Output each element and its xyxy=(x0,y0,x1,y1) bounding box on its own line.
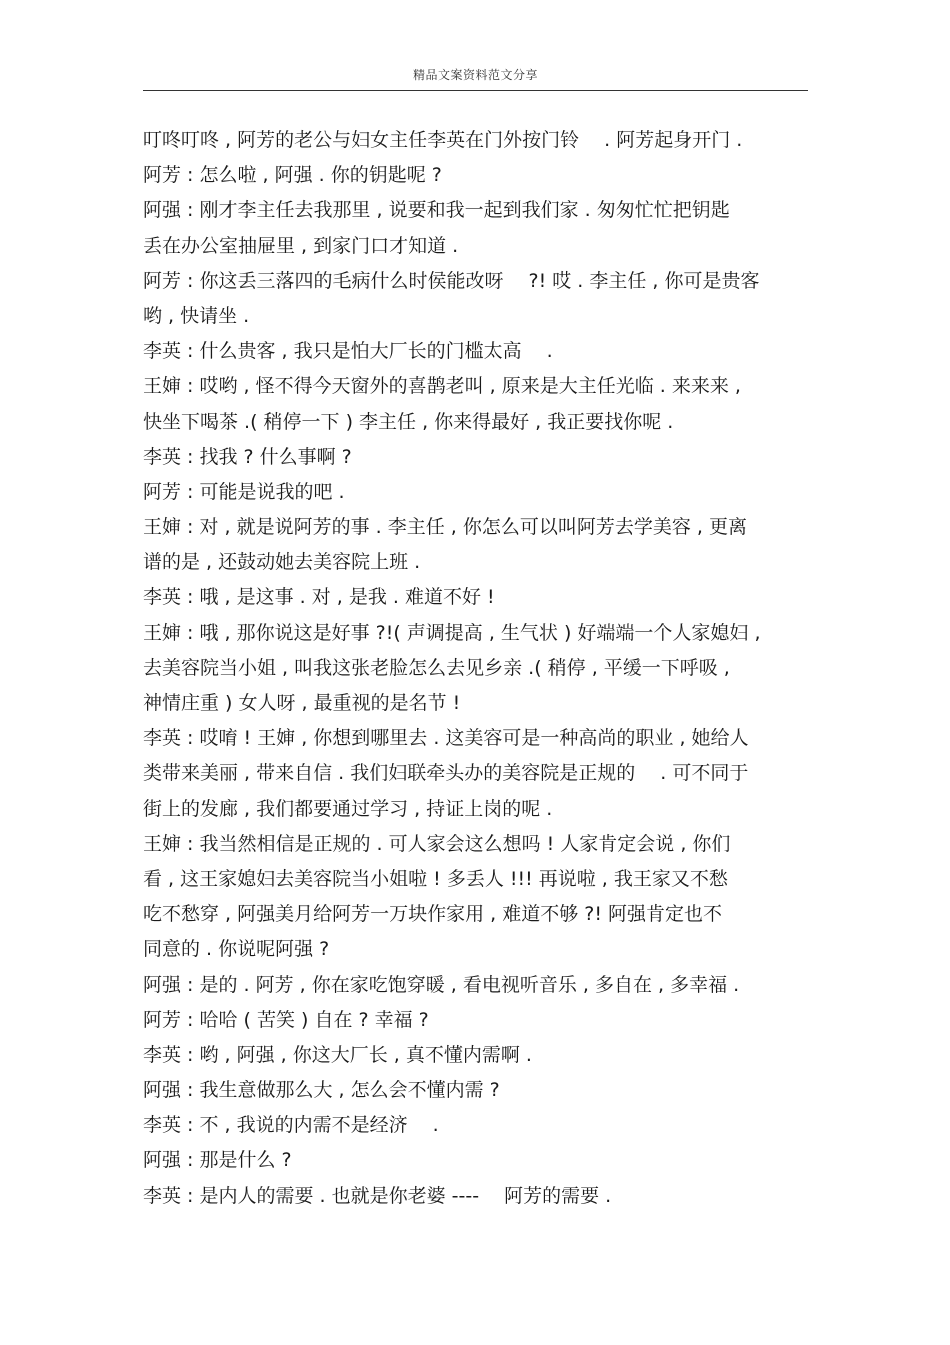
text-line: 王婶 : 我当然相信是正规的 . 可人家会这么想吗 ! 人家肯定会说 , 你们 xyxy=(143,832,731,855)
text-line: 叮咚叮咚 , 阿芳的老公与妇女主任李英在门外按门铃 . 阿芳起身开门 . xyxy=(143,129,743,151)
text-line: 丢在办公室抽屉里 , 到家门口才知道 . xyxy=(143,234,459,257)
text-line: 快坐下喝茶 .( 稍停一下 ) 李主任 , 你来得最好 , 我正要找你呢 . xyxy=(143,410,674,433)
text-line: 类带来美丽 , 带来自信 . 我们妇联牵头办的美容院是正规的 . 可不同于 xyxy=(143,762,749,785)
text-line: 李英 : 什么贵客 , 我只是怕大厂长的门槛太高 . xyxy=(143,340,553,363)
text-line: 李英 : 哦 , 是这事 . 对 , 是我 . 难道不好 ! xyxy=(143,586,495,609)
text-line: 阿强 : 我生意做那么大 , 怎么会不懂内需 ? xyxy=(143,1079,500,1102)
text-line: 阿强 : 是的 . 阿芳 , 你在家吃饱穿暖 , 看电视听音乐 , 多自在 , 多幸福 . xyxy=(143,973,740,996)
text-line: 看 , 这王家媳妇去美容院当小姐啦 ! 多丢人 !!! 再说啦 , 我王家又不愁 xyxy=(143,867,728,890)
text-line: 李英 : 哟 , 阿强 , 你这大厂长 , 真不懂内需啊 . xyxy=(143,1043,532,1066)
text-line: 王婶 : 哎哟 , 怪不得今天窗外的喜鹊老叫 , 原来是大主任光临 . 来来来 , xyxy=(143,375,741,398)
text-line: 阿芳 : 可能是说我的吧 . xyxy=(143,480,345,503)
text-line: 哟 , 快请坐 . xyxy=(143,304,250,327)
text-line: 李英 : 哎唷 ! 王婶 , 你想到哪里去 . 这美容可是一种高尚的职业 , 她给人 xyxy=(143,727,749,750)
text-line: 王婶 : 哦 , 那你说这是好事 ?!( 声调提高 , 生气状 ) 好端端一个人家媳妇 , xyxy=(143,621,761,644)
text-line: 王婶 : 对 , 就是说阿芳的事 . 李主任 , 你怎么可以叫阿芳去学美容 , 更离 xyxy=(143,516,747,539)
text-line: 阿芳 : 哈哈 ( 苦笑 ) 自在 ? 幸福 ? xyxy=(143,1008,429,1031)
text-line: 去美容院当小姐 , 叫我这张老脸怎么去见乡亲 .( 稍停 , 平缓一下呼吸 , xyxy=(143,656,730,679)
document-body xyxy=(143,123,808,1214)
text-line: 吃不愁穿 , 阿强美月给阿芳一万块作家用 , 难道不够 ?! 阿强肯定也不 xyxy=(143,903,723,926)
text-line: 李英 : 找我 ? 什么事啊 ? xyxy=(143,445,352,468)
text-line: 阿强 : 那是什么 ? xyxy=(143,1149,292,1172)
text-line: 街上的发廊 , 我们都要通过学习 , 持证上岗的呢 . xyxy=(143,797,553,820)
text-line: 李英 : 是内人的需要 . 也就是你老婆 ---- 阿芳的需要 . xyxy=(143,1184,612,1207)
text-line: 李英 : 不 , 我说的内需不是经济 . xyxy=(143,1114,439,1137)
text-line: 阿芳 : 你这丢三落四的毛病什么时侯能改呀 ?! 哎 . 李主任 , 你可是贵客 xyxy=(143,269,760,292)
text-line: 同意的 . 你说呢阿强 ? xyxy=(143,938,330,961)
text-line: 神情庄重 ) 女人呀 , 最重视的是名节 ! xyxy=(143,692,461,714)
page-header: 精品文案资料范文分享 xyxy=(412,68,538,82)
text-line: 阿强 : 刚才李主任去我那里 , 说要和我一起到我们家 . 匆匆忙忙把钥匙 xyxy=(143,199,730,222)
text-line: 谱的是 , 还鼓动她去美容院上班 . xyxy=(143,551,421,574)
text-line: 阿芳 : 怎么啦 , 阿强 . 你的钥匙呢 ? xyxy=(143,164,442,187)
header-divider xyxy=(143,90,808,91)
